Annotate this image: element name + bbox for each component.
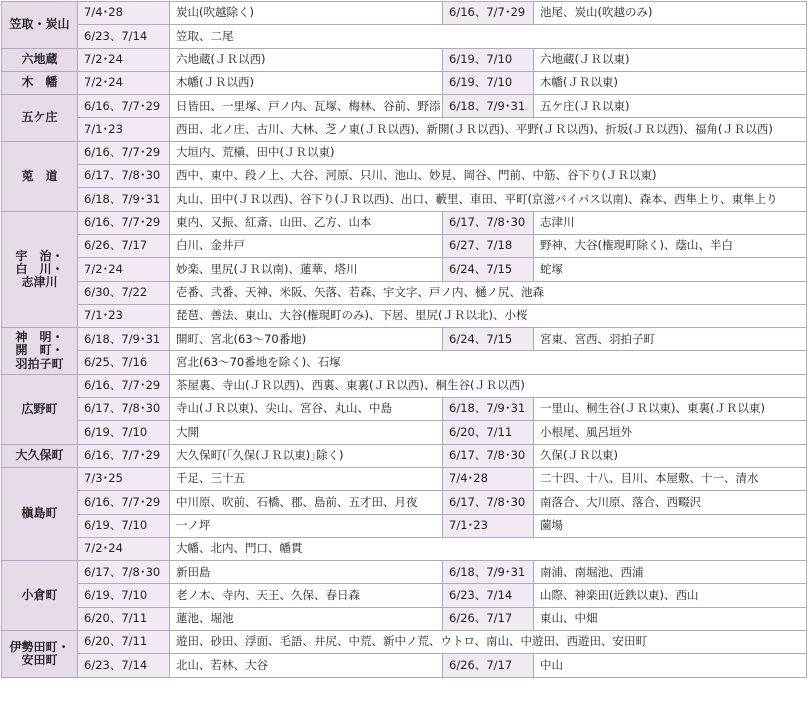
place-list: 六地蔵(ＪＲ以西) [170,48,443,71]
collection-date: 6/24、7/15 [443,328,534,351]
place-list: 六地蔵(ＪＲ以東) [534,48,807,71]
collection-date: 6/18、7/9･31 [78,188,170,211]
collection-date: 6/20、7/11 [443,421,534,444]
place-list: 南浦、南堀池、西浦 [534,561,807,584]
area-name: 莵 道 [2,141,78,211]
collection-date: 6/23、7/14 [78,25,170,48]
place-list: 白川、金井戸 [170,234,443,257]
collection-date: 6/20、7/11 [78,607,170,630]
area-name: 神 明・ 開 町・ 羽拍子町 [2,328,78,375]
collection-date: 6/24、7/15 [443,258,534,281]
place-list: 大開 [170,421,443,444]
place-list: 志津川 [534,211,807,234]
collection-date: 6/19、7/10 [443,48,534,71]
schedule-body [2,2,807,678]
table-row [2,537,807,560]
table-row [2,188,807,211]
collection-date: 6/18、7/9･31 [443,95,534,118]
collection-date: 6/23、7/14 [443,584,534,607]
collection-date: 6/16、7/7･29 [443,2,534,25]
place-list: 二十四、十八、目川、本屋敷、十一、清水 [534,467,807,490]
place-list: 南落合、大川原、落合、西畷沢 [534,491,807,514]
table-row [2,467,807,490]
place-list: 大垣内、荒槇、田中(ＪＲ以東) [170,141,807,164]
area-name: 広野町 [2,374,78,444]
table-row [2,398,807,421]
table-row [2,374,807,397]
table-row [2,211,807,234]
area-name: 大久保町 [2,444,78,467]
place-list: 一ノ坪 [170,514,443,537]
table-row [2,351,807,374]
table-row [2,281,807,304]
table-row [2,25,807,48]
area-name: 小倉町 [2,561,78,631]
collection-date: 6/20、7/11 [78,631,170,654]
place-list: 中山 [534,654,807,677]
collection-date: 6/19、7/10 [78,421,170,444]
place-list: 西中、東中、段ノ上、大谷、河原、只川、池山、妙見、岡谷、門前、中筋、谷下り(ＪＲ以東) [170,165,807,188]
place-list: 池尾、炭山(吹越のみ) [534,2,807,25]
table-row [2,328,807,351]
collection-date: 6/18、7/9･31 [443,398,534,421]
collection-date: 6/26、7/17 [443,607,534,630]
collection-date: 6/17、7/8･30 [443,491,534,514]
area-name: 伊勢田町・ 安田町 [2,631,78,678]
place-list: 丸山、田中(ＪＲ以西)、谷下り(ＪＲ以西)、出口、藪里、車田、平町(京滋バイパス以南)、森本、西隼上り、東隼上り [170,188,807,211]
collection-date: 6/27、7/18 [443,234,534,257]
collection-date: 6/18、7/9･31 [443,561,534,584]
place-list: 大幡、北内、門口、幡貫 [170,537,807,560]
collection-date: 7/1･23 [78,304,170,327]
collection-date: 6/17、7/8･30 [443,211,534,234]
place-list: 東内、又振、紅斎、山田、乙方、山本 [170,211,443,234]
collection-date: 6/25、7/16 [78,351,170,374]
area-name: 槇島町 [2,467,78,560]
place-list: 西田、北ノ庄、古川、大林、芝ノ東(ＪＲ以西)、新開(ＪＲ以西)、平野(ＪＲ以西)、折坂(ＪＲ以西)、福角(ＪＲ以西) [170,118,807,141]
place-list: 蓮池、堀池 [170,607,443,630]
collection-date: 7/2･24 [78,537,170,560]
table-row [2,631,807,654]
place-list: 開町、宮北(63～70番地) [170,328,443,351]
collection-date: 7/2･24 [78,71,170,94]
collection-date: 6/19、7/10 [78,584,170,607]
collection-date: 6/16、7/7･29 [78,211,170,234]
area-name: 宇 治・ 白 川・ 志津川 [2,211,78,327]
collection-date: 6/16、7/7･29 [78,491,170,514]
area-name: 五ケ庄 [2,95,78,142]
collection-date: 6/30、7/22 [78,281,170,304]
table-row [2,234,807,257]
place-list: 東山、中畑 [534,607,807,630]
place-list: 宮北(63～70番地を除く)、石塚 [170,351,807,374]
table-row [2,141,807,164]
collection-date: 6/26、7/17 [78,234,170,257]
collection-date: 6/16、7/7･29 [78,374,170,397]
collection-date: 6/18、7/9･31 [78,328,170,351]
table-row [2,118,807,141]
place-list: 壱番、弐番、天神、米阪、矢落、若森、宇文字、戸ノ内、樋ノ尻、池森 [170,281,807,304]
place-list: 遊田、砂田、浮面、毛語、井尻、中荒、新中ノ荒、ウトロ、南山、中遊田、西遊田、安田町 [170,631,807,654]
place-list: 木幡(ＪＲ以西) [170,71,443,94]
place-list: 大久保町(｢久保(ＪＲ以東)｣除く) [170,444,443,467]
collection-date: 7/4･28 [78,2,170,25]
place-list: 炭山(吹越除く) [170,2,443,25]
table-row [2,258,807,281]
table-row [2,95,807,118]
table-row [2,48,807,71]
table-row [2,607,807,630]
place-list: 中川原、吹前、石橋、郡、島前、五才田、月夜 [170,491,443,514]
place-list: 琵琶、善法、東山、大谷(権現町のみ)、下居、里尻(ＪＲ以北)、小桜 [170,304,807,327]
collection-date: 7/2･24 [78,48,170,71]
table-row [2,444,807,467]
place-list: 茶屋裏、寺山(ＪＲ以西)、西裏、東裏(ＪＲ以西)、桐生谷(ＪＲ以西) [170,374,807,397]
collection-date: 6/19、7/10 [78,514,170,537]
collection-date: 6/26、7/17 [443,654,534,677]
place-list: 千足、三十五 [170,467,443,490]
table-row [2,654,807,677]
place-list: 宮東、宮西、羽拍子町 [534,328,807,351]
collection-date: 6/17、7/8･30 [78,165,170,188]
table-row [2,514,807,537]
place-list: 久保(ＪＲ以東) [534,444,807,467]
place-list: 老ノ木、寺内、天王、久保、春日森 [170,584,443,607]
place-list: 小根尾、風呂垣外 [534,421,807,444]
place-list: 北山、若林、大谷 [170,654,443,677]
table-row [2,165,807,188]
collection-date: 6/16、7/7･29 [78,141,170,164]
table-row [2,561,807,584]
collection-date: 7/4･28 [443,467,534,490]
table-row [2,304,807,327]
collection-date: 7/1･23 [443,514,534,537]
place-list: 五ケ庄(ＪＲ以東) [534,95,807,118]
place-list: 笠取、二尾 [170,25,807,48]
collection-date: 6/17、7/8･30 [443,444,534,467]
collection-date: 6/19、7/10 [443,71,534,94]
place-list: 蛇塚 [534,258,807,281]
area-name: 笠取・炭山 [2,2,78,49]
area-name: 六地蔵 [2,48,78,71]
table-row [2,421,807,444]
collection-date: 6/16、7/7･29 [78,444,170,467]
place-list: 一里山、桐生谷(ＪＲ以東)、東裏(ＪＲ以東) [534,398,807,421]
collection-date: 7/2･24 [78,258,170,281]
place-list: 山際、神楽田(近鉄以東)、西山 [534,584,807,607]
place-list: 木幡(ＪＲ以東) [534,71,807,94]
place-list: 妙楽、里尻(ＪＲ以南)、蓮華、塔川 [170,258,443,281]
area-name: 木 幡 [2,71,78,94]
place-list: 寺山(ＪＲ以東)、尖山、宮谷、丸山、中島 [170,398,443,421]
collection-date: 7/1･23 [78,118,170,141]
table-row [2,71,807,94]
table-row [2,2,807,25]
table-row [2,491,807,514]
table-row [2,584,807,607]
place-list: 日皆田、一里塚、戸ノ内、瓦塚、梅林、谷前、野添 [170,95,443,118]
collection-date: 6/16、7/7･29 [78,95,170,118]
collection-date: 6/23、7/14 [78,654,170,677]
collection-date: 6/17、7/8･30 [78,398,170,421]
collection-date: 7/3･25 [78,467,170,490]
place-list: 新田島 [170,561,443,584]
collection-schedule-table [1,1,807,678]
place-list: 薗場 [534,514,807,537]
place-list: 野神、大谷(権現町除く)、蔭山、半白 [534,234,807,257]
collection-date: 6/17、7/8･30 [78,561,170,584]
